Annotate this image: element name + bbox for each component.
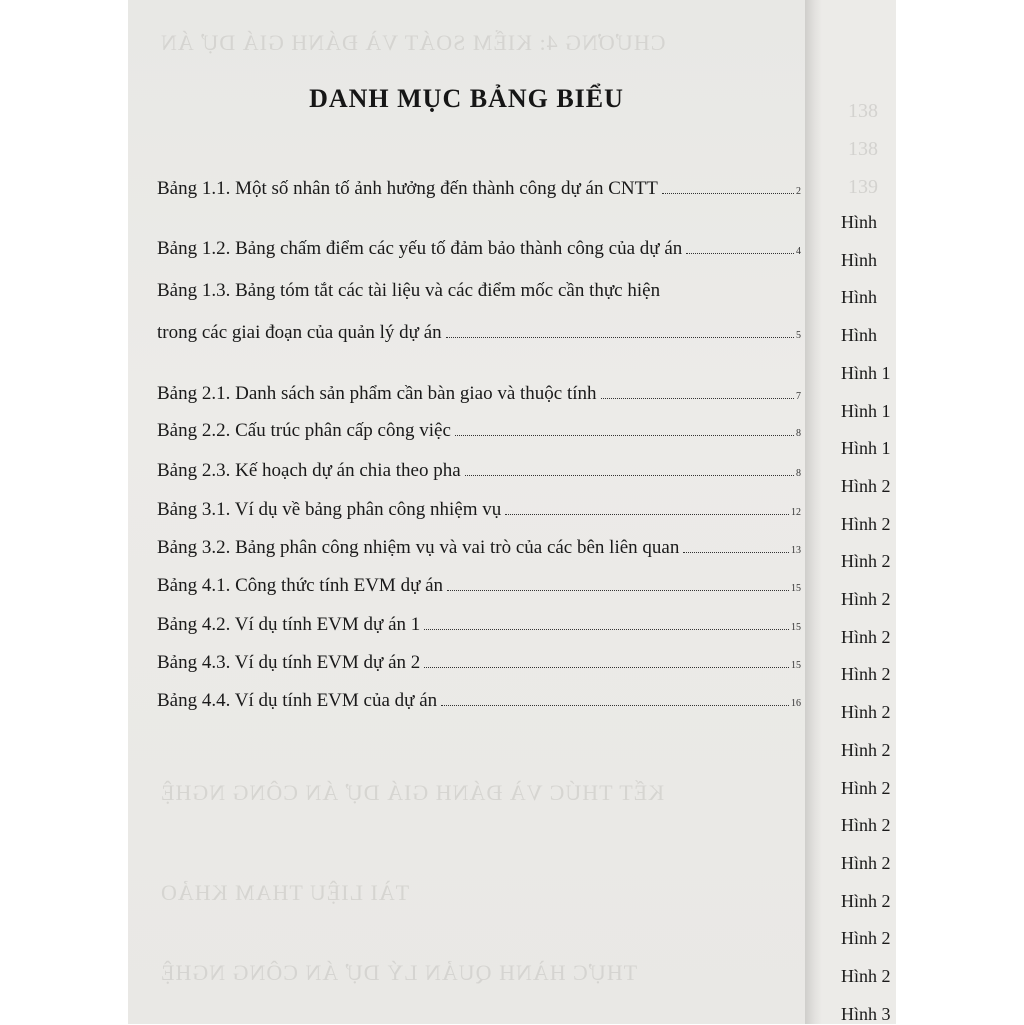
page-number: 2 <box>796 186 801 197</box>
entry-label: Bảng 3.2. <box>157 537 236 558</box>
leader-dots <box>465 475 794 476</box>
page-number: 15 <box>791 622 801 633</box>
page-number: 5 <box>796 330 801 341</box>
leader-dots <box>683 552 789 553</box>
toc-entry <box>157 420 801 442</box>
entry-title: Bảng tóm tắt các tài liệu và các điểm mốc cần thực hiện <box>235 280 661 301</box>
page-number: 4 <box>796 246 801 257</box>
entry-text <box>157 460 461 482</box>
facing-page-item: Hình 2 <box>841 852 891 873</box>
entry-title: Một số nhân tố ảnh hưởng đến thành công dự án CNTT <box>235 178 658 199</box>
entry-text <box>157 280 660 302</box>
entry-title: Ví dụ tính EVM dự án 1 <box>234 614 421 635</box>
entry-title: Ví dụ tính EVM dự án 2 <box>234 652 421 673</box>
entry-text <box>157 537 679 559</box>
facing-page-item: Hình 3 <box>841 1003 891 1024</box>
entry-text <box>157 420 451 442</box>
leader-dots <box>424 667 789 668</box>
entry-title: Ví dụ tính EVM của dự án <box>234 690 438 711</box>
facing-page-item: Hình 2 <box>841 890 891 911</box>
entry-text <box>157 575 443 597</box>
toc-entry <box>157 690 801 712</box>
show-through-text: CHƯƠNG 4: KIỂM SOÁT VÀ ĐÁNH GIÁ DỰ ÁN <box>160 30 666 55</box>
entry-label: Bảng 4.3. <box>157 652 235 673</box>
page-number: 12 <box>791 507 801 518</box>
toc-entry <box>157 614 801 636</box>
facing-page-number: 138 <box>848 138 878 160</box>
facing-page-number: 138 <box>848 100 878 122</box>
show-through-text: KẾT THÚC VÀ ĐÁNH GIÁ DỰ ÁN CÔNG NGHỆ <box>160 780 665 805</box>
facing-page-item: Hình 2 <box>841 475 891 496</box>
facing-page-item: Hình 1 <box>841 438 891 459</box>
facing-page-item: Hình 1 <box>841 400 891 421</box>
facing-page-item: Hình 2 <box>841 702 891 723</box>
entry-label: Bảng 3.1. <box>157 499 235 520</box>
facing-page-item: Hình 2 <box>841 664 891 685</box>
entry-label: Bảng 2.1. <box>157 383 236 404</box>
leader-dots <box>441 705 789 706</box>
leader-dots <box>505 514 789 515</box>
facing-page-item: Hình 2 <box>841 513 891 534</box>
toc-entry-continuation <box>157 322 801 344</box>
leader-dots <box>446 337 794 338</box>
book-gutter <box>805 0 822 1024</box>
entry-text <box>157 614 420 636</box>
entry-text <box>157 652 420 674</box>
show-through-text: TÀI LIỆU THAM KHẢO <box>160 880 410 905</box>
facing-page-item: Hình 1 <box>841 362 891 383</box>
entry-text <box>157 238 682 260</box>
facing-page-item: Hình 2 <box>841 626 891 647</box>
toc-entry <box>157 652 801 674</box>
toc-entry <box>157 537 801 559</box>
facing-page-number: 139 <box>848 176 878 198</box>
facing-page-item: Hình 2 <box>841 589 891 609</box>
page-number: 15 <box>791 583 801 594</box>
page-number: 8 <box>796 468 801 479</box>
entry-label: Bảng 1.2. <box>157 238 236 259</box>
page-number: 7 <box>796 391 801 402</box>
toc-entry <box>157 238 801 260</box>
entry-text <box>157 178 658 200</box>
entry-label: Bảng 4.4. <box>157 690 235 711</box>
entry-label: Bảng 2.2. <box>157 420 236 441</box>
entry-title: Kế hoạch dự án chia theo pha <box>235 460 461 481</box>
leader-dots <box>601 398 794 399</box>
entry-title: Công thức tính EVM dự án <box>235 575 444 596</box>
facing-page-item: Hình 2 <box>841 966 891 986</box>
entry-text <box>157 499 501 521</box>
show-through-text: THỰC HÀNH QUẢN LÝ DỰ ÁN CÔNG NGHỆ <box>160 960 638 985</box>
toc-entry <box>157 499 801 521</box>
facing-page-item: Hình 2 <box>841 928 891 949</box>
entry-label: Bảng 4.2. <box>157 614 235 635</box>
right-margin <box>896 0 1024 1024</box>
facing-page-item: Hình <box>841 212 877 232</box>
entry-title: Danh sách sản phẩm cần bàn giao và thuộc tính <box>235 383 597 404</box>
toc-entry <box>157 178 801 200</box>
leader-dots <box>424 629 789 630</box>
facing-page-item: Hình <box>841 287 877 308</box>
left-margin <box>0 0 128 1024</box>
page-number: 15 <box>791 660 801 671</box>
page-title: DANH MỤC BẢNG BIỂU <box>309 84 624 113</box>
facing-page-item: Hình 2 <box>841 815 891 836</box>
toc-entry <box>157 460 801 482</box>
toc-entry <box>157 575 801 597</box>
entry-label: Bảng 2.3. <box>157 460 236 481</box>
leader-dots <box>447 590 789 591</box>
entry-title: Bảng chấm điểm các yếu tố đảm bảo thành công của dự án <box>235 238 683 259</box>
entry-label: Bảng 1.1. <box>157 178 236 199</box>
entry-title: Cấu trúc phân cấp công việc <box>235 420 451 441</box>
toc-entry <box>157 280 801 302</box>
entry-title: Bảng phân công nhiệm vụ và vai trò của các bên liên quan <box>235 537 680 558</box>
entry-text <box>157 690 437 712</box>
facing-page-item: Hình <box>841 325 877 346</box>
leader-dots <box>455 435 794 436</box>
facing-page-item: Hình <box>841 249 877 270</box>
page-number: 16 <box>791 698 801 709</box>
toc-entry <box>157 383 801 405</box>
leader-dots <box>686 253 794 254</box>
entry-label: Bảng 4.1. <box>157 575 236 596</box>
facing-page-item: Hình 2 <box>841 777 891 798</box>
page-number: 13 <box>791 545 801 556</box>
entry-label: Bảng 1.3. <box>157 280 236 301</box>
entry-title-continued: trong các giai đoạn của quản lý dự án <box>157 322 442 343</box>
entry-title: Ví dụ về bảng phân công nhiệm vụ <box>234 499 502 520</box>
entry-text <box>157 383 597 405</box>
page-number: 8 <box>796 428 801 439</box>
facing-page-item: Hình 2 <box>841 739 891 760</box>
facing-page-item: Hình 2 <box>841 551 891 572</box>
leader-dots <box>662 193 794 194</box>
